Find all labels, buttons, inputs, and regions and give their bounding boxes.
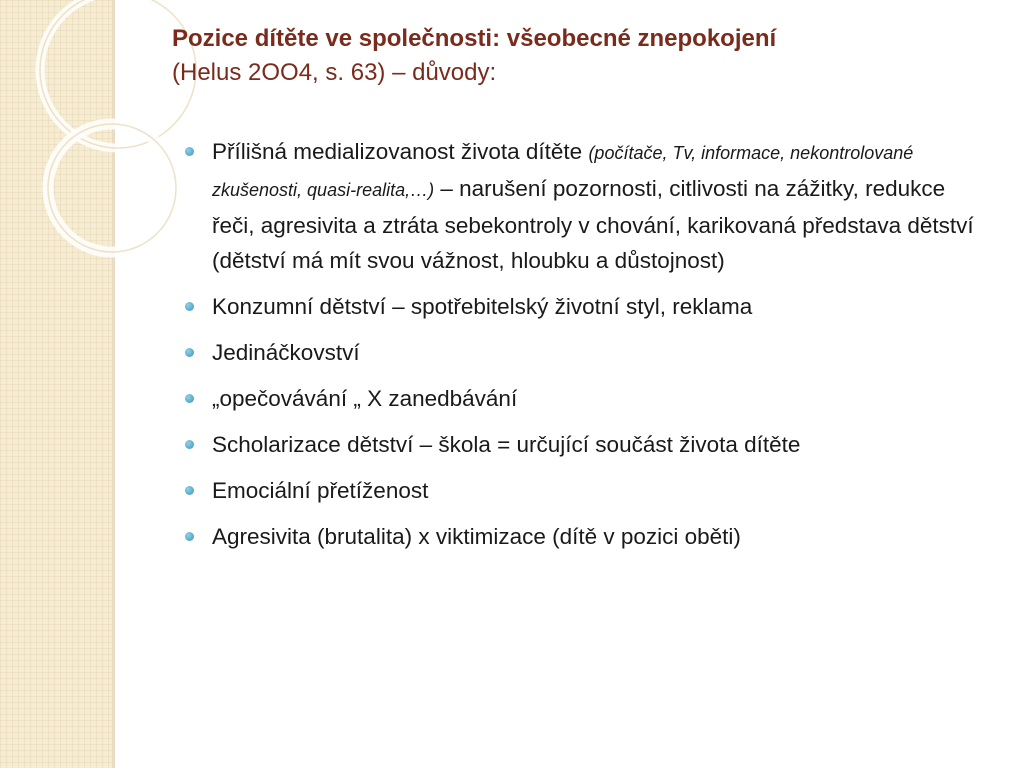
list-item-text: „opečovávání „ X zanedbávání [212,386,518,411]
list-item [182,289,982,324]
list-item-lead: Přílišná medializovanost života dítěte [212,139,589,164]
bullet-dot-icon [185,394,194,403]
list-item [182,381,982,416]
list-item-text: Scholarizace dětství – škola = určující součást života dítěte [212,432,801,457]
slide-title-subtitle: (Helus 2OO4, s. 63) – důvody: [172,59,497,86]
bullet-dot-icon [185,348,194,357]
list-item-text: Konzumní dětství – spotřebitelský životní styl, reklama [212,294,753,319]
side-decoration-strip [0,0,112,768]
list-item [182,134,982,278]
list-item [182,519,982,554]
list-item-note: (počítače, Tv, informace, nekontrolované zkušenosti, quasi-realita,…) [212,143,914,200]
slide-title-main: Pozice dítěte ve společnosti: všeobecné znepokojení [172,25,777,52]
slide-title [172,22,992,90]
bullet-dot-icon [185,302,194,311]
list-item-text: Emociální přetíženost [212,478,429,503]
list-item [182,473,982,508]
bullet-dot-icon [185,486,194,495]
list-item-rest: – narušení pozornosti, citlivosti na zážitky, redukce řeči, agresivita a ztráta sebekontroly v chování, karikovaná představa dětství (dětství má mít svou vážnost, hloubku a důstojnost) [212,176,974,273]
list-item [182,335,982,370]
bullet-list [182,134,982,565]
list-item [182,427,982,462]
list-item-text: Jedináčkovství [212,340,360,365]
bullet-dot-icon [185,440,194,449]
side-strip-edge [112,0,115,768]
bullet-dot-icon [185,532,194,541]
list-item-text: Agresivita (brutalita) x viktimizace (dítě v pozici oběti) [212,524,741,549]
bullet-dot-icon [185,147,194,156]
